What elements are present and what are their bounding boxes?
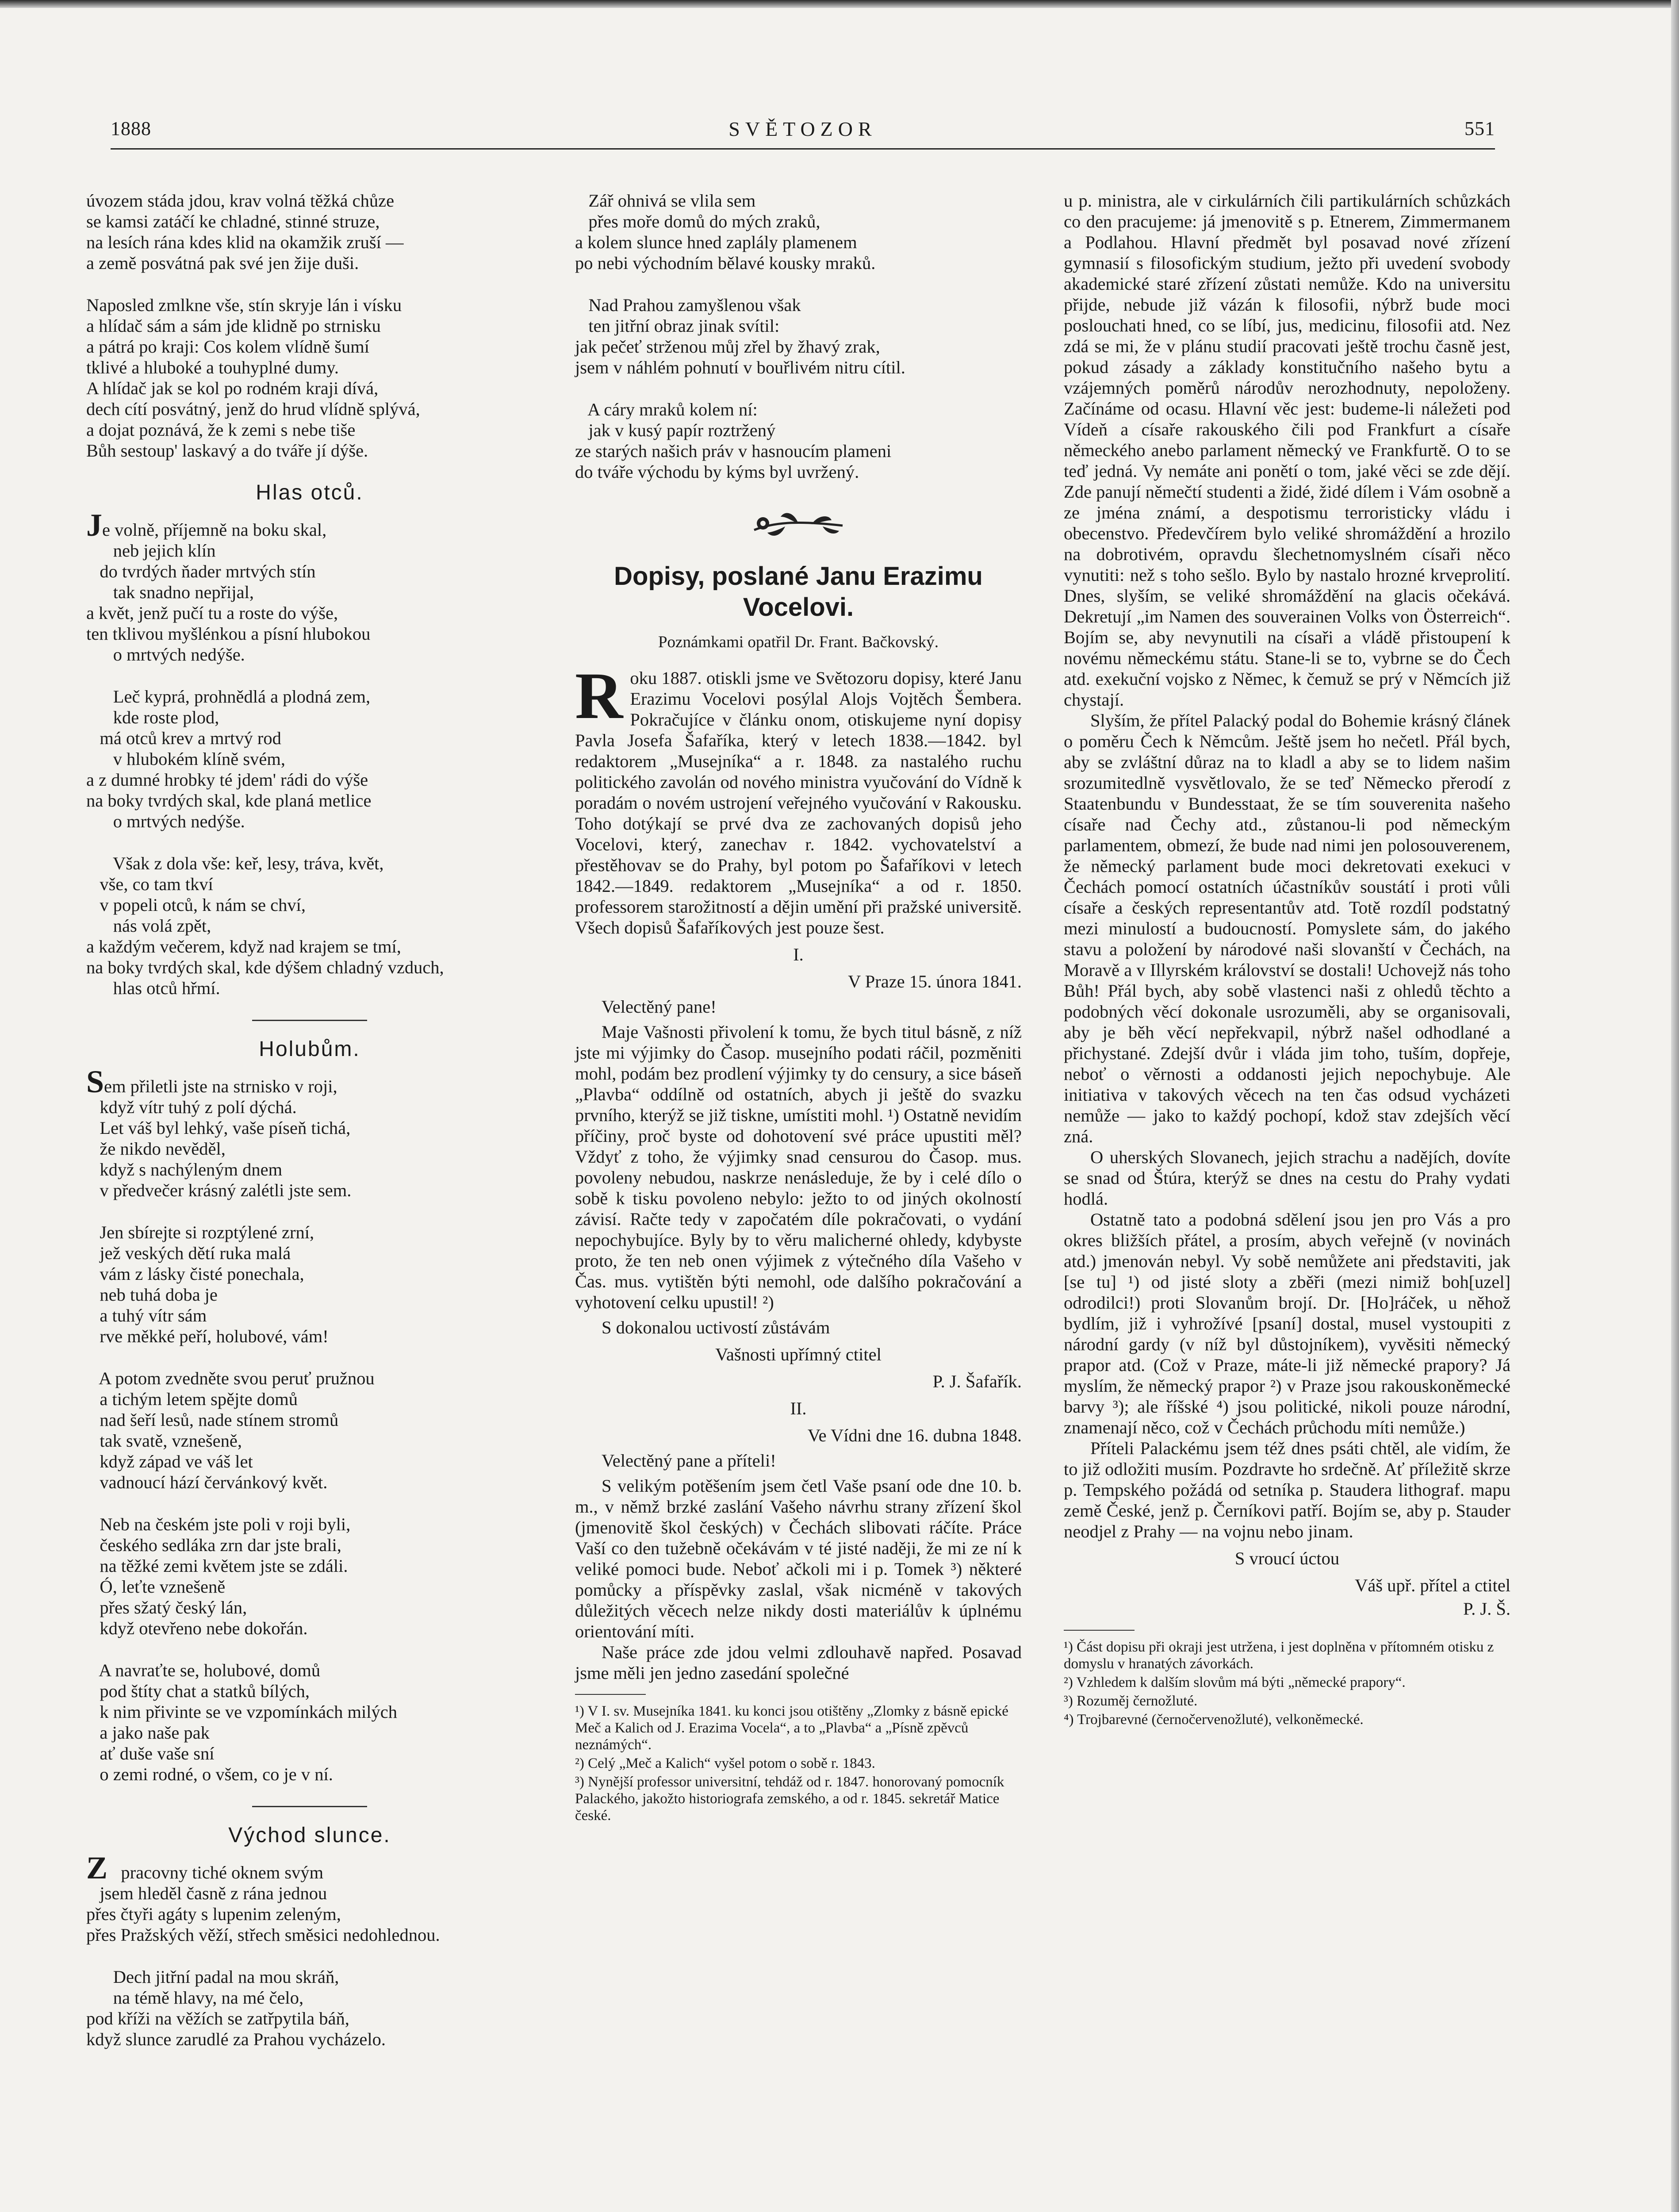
verse-line: přes moře domů do mých zraků,	[575, 211, 820, 231]
letter-closing: S dokonalou uctivostí zůstávám	[602, 1317, 830, 1337]
letter-date: V Praze 15. února 1841.	[848, 972, 1022, 991]
verse-line: hlas otců hřmí.	[86, 978, 220, 998]
page-number-right: 551	[1464, 118, 1495, 139]
verse-line: Neb na českém jste poli v roji byli,	[86, 1514, 351, 1534]
verse-line: jak v kusý papír roztržený	[575, 420, 776, 440]
poem2-stanza-1	[86, 1064, 533, 1201]
poem3-stanza-5	[575, 399, 1022, 482]
verse-line: A hlídač jak se kol po rodném kraji dívá,	[86, 378, 379, 398]
letter-body: O uherských Slovanech, jejich strachu a nadějích, dovíte se snad od Štúra, kterýž se dnes na cestu do Prahy vydati hodlá.	[1064, 1147, 1510, 1209]
verse-line: má otců krev a mrtvý rod	[86, 728, 281, 748]
verse-line: jež veských dětí ruka malá	[86, 1243, 291, 1263]
column-1	[86, 190, 533, 2071]
letter-date: Ve Vídni dne 16. dubna 1848.	[807, 1425, 1022, 1445]
verse-line: a z dumné hrobky té jdem' rádi do výše	[86, 770, 368, 790]
drop-cap: S	[86, 1064, 104, 1099]
verse-line: na boky tvrdých skal, kde dýšem chladný vzduch,	[86, 957, 444, 977]
letter-number: I.	[793, 945, 804, 964]
verse-line: že nikdo nevěděl,	[86, 1139, 226, 1159]
poem-title-hlas-otcu: Hlas otců.	[256, 481, 364, 504]
letter-body: S velikým potěšením jsem četl Vaše psaní ode dne 10. b. m., v němž brzké zaslání Vašeho návrhu strany zřízení škol (jmenovitě škol českých) v Čechách slibovati ráčíte. Práce Vaší co den tužebně očekávám v té jisté naději, že mi ze ní k veliké pomoci bude. Neboť ačkoli mi i p. Tomek ³) některé pomůcky a příspěvky zaslal, však nicméně v takových důležitých věcech nelze nikdy dosti materiálův k úplnému orientování míti.	[575, 1476, 1022, 1641]
verse-line: Naposled zmlkne vše, stín skryje lán i vísku	[86, 295, 402, 315]
verse-line: Ó, leťte vznešeně	[86, 1577, 226, 1597]
verse-line: a tichým letem spějte domů	[86, 1389, 298, 1409]
article-title: Dopisy, poslané Janu Erazimu Vocelovi.	[614, 562, 983, 622]
poem3-stanza-2	[86, 1966, 533, 2050]
verse-line: tklivé a hluboké a touhyplné dumy.	[86, 357, 339, 377]
verse-line: Nad Prahou zamyšlenou však	[575, 295, 801, 315]
poem2-stanza-3	[86, 1368, 533, 1493]
letter-number: II.	[790, 1398, 807, 1418]
journal-title: SVĚTOZOR	[728, 118, 877, 140]
poem-title-vychod-slunce: Východ slunce.	[228, 1824, 391, 1847]
verse-line: neb tuhá doba je	[86, 1285, 218, 1305]
verse-line: Jen sbírejte si rozptýlené zrní,	[86, 1222, 314, 1242]
section-divider	[252, 1020, 367, 1021]
verse-line: Let váš byl lehký, vaše píseň tichá,	[86, 1118, 351, 1138]
verse-line: jsem hleděl časně z rána jednou	[86, 1883, 327, 1903]
verse-line: vadnoucí hází červánkový květ.	[86, 1472, 328, 1492]
verse-line: na témě hlavy, na mé čelo,	[86, 1988, 304, 2008]
letter-body: Maje Vašnosti přivolení k tomu, že bych titul básně, z níž jste mi výjimky do Časop. musejního podati ráčil, pozměniti mohl, podám bez prodlení výjimky ty do censury, a sice báseň „Plavba“ oddílně od ostatních, abych ji ještě do svazku prvního, kterýž se již tiskne, umístiti mohl. ¹) Ostatně nevidím příčiny, proč byste od dohotovení své práce upustiti měl? Vždyť z toho, že výjimky snad censurou do Časop. mus. povoleny nebudou, naskrze nenásleduje, že by i celé dílo o sobě k tisku povoleno nebylo: ježto to od jiných okolností závisí. Račte tedy v započatém díle pokračovati, o vydání nepochybujíce. Byly by to věru malicherné ohledy, kdybyste proto, že ten neb onen výjimek z výtečného díla Vašeho v Čas. mus. vytištěn býti nemohl, ode dalšího pokračování a vyhotovení celku upustil! ²)	[575, 1022, 1022, 1312]
intro-stanza-2	[86, 295, 533, 461]
verse-line: ten tklivou myšlénkou a písní hlubokou	[86, 624, 371, 644]
verse-line: kde roste plod,	[86, 707, 219, 727]
poem2-stanza-4	[86, 1514, 533, 1639]
verse-line: když otevřeno nebe dokořán.	[86, 1618, 308, 1638]
intro-stanza-1	[86, 190, 533, 273]
verse-line: když vítr tuhý z polí dýchá.	[86, 1097, 297, 1117]
verse-line: o mrtvých nedýše.	[86, 645, 245, 664]
running-header	[111, 117, 1495, 144]
letter-body: Ostatně tato a podobná sdělení jsou jen pro Vás a pro okres bližších přátel, a prosím, abych veřejně (v novinách atd.) jmenován nebyl. Vy sobě nemůžete ani představiti, jak [se tu] ¹) od jisté sloty a zběři (mezi nimiž boh[uzel] odrodilci!) proti Slovanům brojí. Dr. [Ho]ráček, u něhož bydlím, již i vyhrožívé [psaní] dostal, musel vystoupiti z národní gardy (v níž byl důstojníkem), vyvěsiti německý prapor atd. (Což v Praze, máte-li již německé prapory? Já myslím, že německý prapor ²) v Praze jsou rakouskoněmecké barvy ³); ale říšské ⁴) jsou politické, nikoli pouze národní, znamenají něco, což v Čechách průchodu míti nemůže.)	[1064, 1210, 1510, 1437]
verse-line: a tuhý vítr sám	[86, 1306, 207, 1325]
verse-line: rve měkké peří, holubové, vám!	[86, 1326, 329, 1346]
verse-line: v předvečer krásný zalétli jste sem.	[86, 1180, 352, 1200]
poem3-stanza-1	[86, 1850, 533, 1945]
verse-line: Leč kyprá, prohnědlá a plodná zem,	[86, 687, 371, 707]
verse-line: e volně, příjemně na boku skal,	[102, 520, 327, 540]
verse-line: A cáry mraků kolem ní:	[575, 399, 758, 419]
top-edge-shadow	[0, 0, 1679, 8]
poem3-stanza-4	[575, 295, 1022, 378]
verse-line: Bůh sestoup' laskavý a do tváře jí dýše.	[86, 441, 368, 461]
binding-edge	[1671, 0, 1679, 2212]
poem1-stanza-1	[86, 507, 533, 665]
verse-line: do tváře východu by kýms byl uvržený.	[575, 462, 859, 482]
verse-line: o mrtvých nedýše.	[86, 811, 245, 831]
letter-salutation: Velectěný pane!	[602, 997, 717, 1017]
letter-body: Naše práce zde jdou velmi zdlouhavě napřed. Posavad jsme měli jen jedno zasedání společné	[575, 1642, 1022, 1683]
verse-line: A potom zvedněte svou peruť pružnou	[86, 1368, 375, 1388]
letter-salutation: Velectěný pane a příteli!	[602, 1451, 776, 1471]
footnote: ²) Celý „Meč a Kalich“ vyšel potom o sobě r. 1843.	[575, 1755, 875, 1771]
footnote-rule	[1064, 1630, 1135, 1631]
verse-line: tak svatě, vznešeně,	[86, 1431, 242, 1451]
verse-line: nás volá zpět,	[86, 916, 211, 936]
verse-line: Zář ohnivá se vlila sem	[575, 191, 756, 211]
poem1-stanza-3	[86, 853, 533, 998]
verse-line: o zemi rodné, o všem, co je v ní.	[86, 1764, 333, 1784]
verse-line: pod štíty chat a statků bílých,	[86, 1681, 310, 1701]
verse-line: pod kříži na věžích se zatřpytila báň,	[86, 2008, 349, 2028]
footnote: ¹) Část dopisu při okraji jest utržena, i jest doplněna v přítomném otisku z domyslu v hranatých závorkách.	[1064, 1639, 1494, 1672]
verse-line: em přiletli jste na strnisko v roji,	[104, 1076, 337, 1096]
verse-line: a pátrá po kraji: Cos kolem vlídně šumí	[86, 337, 370, 357]
verse-line: když západ ve váš let	[86, 1452, 253, 1471]
verse-line: k nim přivinte se ve vzpomínkách milých	[86, 1702, 397, 1722]
letter-closing: Váš upř. přítel a ctitel	[1354, 1575, 1510, 1595]
drop-cap: R	[575, 659, 623, 733]
verse-line: jak pečeť strženou můj zřel by žhavý zrak,	[575, 337, 880, 357]
column-3	[1064, 190, 1510, 1730]
footnote: ⁴) Trojbarevné (černočervenožluté), velkoněmecké.	[1064, 1712, 1364, 1728]
article-subtitle: Poznámkami opatřil Dr. Frant. Bačkovský.	[658, 633, 939, 651]
verse-line: na těžké zemi květem jste se zdáli.	[86, 1556, 348, 1576]
verse-line: a jako naše pak	[86, 1723, 210, 1743]
verse-line: přes čtyři agáty s lupenim zeleným,	[86, 1904, 341, 1924]
verse-line: a země posvátná pak své jen žije duši.	[86, 253, 359, 273]
verse-line: po nebi východním bělavé kousky mraků.	[575, 253, 876, 273]
verse-line: a dojat poznává, že k zemi s nebe tiše	[86, 420, 356, 440]
section-divider	[252, 1806, 367, 1807]
drop-cap: Z	[86, 1850, 108, 1886]
verse-line: a každým večerem, když nad krajem se tmí,	[86, 937, 401, 956]
intro-text: oku 1887. otiskli jsme ve Světozoru dopisy, které Janu Erazimu Vocelovi posýlal Alojs Vojtěch Šembera. Pokračujíce v článku onom, otiskujeme nyní dopisy Pavla Josefa Šafaříka, který v letech 1838.—1842. byl redaktorem „Musejníka“ a r. 1848. za nastalého ruchu politického zavolán od nového ministra vyučování do Vídně k poradám o novém ustrojení veřejného vyučování v Rakousku. Toho dotýkají se prvé dva ze zachovaných dopisů jeho Vocelovi, který, zanechav r. 1842. vychovatelství a přestěhovav se do Prahy, byl potom po Šafaříkovi v letech 1842.—1849. redaktorem „Musejníka“ a od r. 1850. professorem starožitností a dějin umění při pražské universitě. Všech dopisů Šafaříkových jest pouze šest.	[575, 668, 1022, 937]
letter-signature: P. J. Š.	[1463, 1599, 1510, 1619]
page-number-left: 1888	[111, 118, 151, 139]
letter-signature: P. J. Šafařík.	[932, 1371, 1022, 1391]
verse-line: do tvrdých ňader mrtvých stín	[86, 561, 316, 581]
verse-line: neb jejich klín	[86, 541, 216, 561]
verse-line: přes Pražských věží, střech směsici nedohlednou.	[86, 1925, 440, 1945]
verse-line: přes sžatý český lán,	[86, 1598, 247, 1617]
verse-line: nad šeří lesů, nade stínem stromů	[86, 1410, 339, 1430]
verse-line: vše, co tam tkví	[86, 874, 213, 894]
verse-line: v popeli otců, k nám se chví,	[86, 895, 306, 915]
verse-line: ať duše vaše sní	[86, 1743, 215, 1763]
letter-closing: Vašnosti upřímný ctitel	[715, 1344, 882, 1364]
article-intro	[575, 659, 1022, 938]
verse-line: A navraťte se, holubové, domů	[86, 1660, 321, 1680]
verse-line: českého sedláka zrn dar jste brali,	[86, 1535, 341, 1555]
letter-closing: S vroucí úctou	[1234, 1548, 1340, 1568]
letter-body: Slyším, že přítel Palacký podal do Bohemie krásný článek o poměru Čech k Němcům. Ještě jsem ho nečetl. Přál bych, aby se zvláštní důraz na to kladl a aby se to lidem našim srozumitedlně vysvětlovalo, že se teď Německo přerodí z Staatenbundu v Bundesstaat, že se tím souverenita našeho císaře nad Čechy atd., zůstanou-li pod německým parlamentem, obmezí, že bude nad nimi jen polosouverenem, že německý parlament bude moci dekretovati exekuci v Čechách pomocí ostatních účastníkův soustátí i proti vůli císaře a českých representantův atd. Totě rozdíl podstatný mezi minulostí a budoucností. Pomyslete sám, do jakého stavu a položení by národové naši slovanští v Čechách, na Moravě a v Illyrském království se dostali! Uchovejž nás toho Bůh! Přál bych, aby sobě vlastenci naši z ohledů těchto a podobných věcí dokonale usrozuměli, aby se organisovali, aby je běh věcí nepřekvapil, nýbrž našel odhodlané a přichystané. Zdejší dvůr i vláda jim toho, tuším, dopřeje, neboť o věrnosti a oddanosti jejich nepochybuje. Ale initiativa v takových věcech na ten čas odsud vycházeti nemůže — jako to každý pochopí, kdož stav zdejších věcí zná.	[1064, 710, 1510, 1146]
floral-ornament	[575, 503, 1022, 548]
poem3-stanza-3	[575, 190, 1022, 273]
verse-line: ten jitřní obraz jinak svítil:	[575, 316, 780, 336]
verse-line: v hlubokém klíně svém,	[86, 749, 285, 769]
verse-line: Dech jitřní padal na mou skráň,	[86, 1967, 339, 1987]
verse-line: tak snadno nepřijal,	[86, 582, 254, 602]
verse-line: ze starých našich práv v hasnoucím plameni	[575, 441, 892, 461]
footnote: ³) Rozuměj černožluté.	[1064, 1693, 1198, 1709]
verse-line: když s nachýleným dnem	[86, 1160, 283, 1179]
header-rule	[111, 148, 1495, 150]
flower-ornament-icon	[745, 503, 851, 543]
verse-line: na boky tvrdých skal, kde planá metlice	[86, 791, 372, 810]
poem-title-holubum: Holubům.	[259, 1037, 360, 1061]
poem1-stanza-2	[86, 686, 533, 832]
footnote-rule	[575, 1694, 646, 1695]
column-2	[575, 190, 1022, 1826]
verse-line: a hlídač sám a sám jde klidně po strnisku	[86, 316, 381, 336]
poem2-stanza-2	[86, 1222, 533, 1347]
footnote: ¹) V I. sv. Musejníka 1841. ku konci jsou otištěny „Zlomky z básně epické Meč a Kalich od J. Erazima Vocela“, a to „Plavba“ a „Písně zpěvců neznámých“.	[575, 1703, 1008, 1753]
verse-line: pracovny tiché oknem svým	[107, 1863, 324, 1882]
verse-line: když slunce zarudlé za Prahou vycházelo.	[86, 2029, 386, 2049]
poem2-stanza-5	[86, 1660, 533, 1785]
verse-line: úvozem stáda jdou, krav volná těžká chůze	[86, 191, 395, 211]
footnote: ²) Vzhledem k dalším slovům má býti „německé prapory“.	[1064, 1674, 1406, 1690]
verse-line: Však z dola vše: keř, lesy, tráva, květ,	[86, 853, 384, 873]
footnote: ³) Nynější professor universitní, tehdáž od r. 1847. honorovaný pomocník Palackého, jakožto historiografa zemského, a od r. 1845. sekretář Matice české.	[575, 1774, 1004, 1824]
letter-body: Příteli Palackému jsem též dnes psáti chtěl, ale vidím, že to již odložiti musím. Pozdravte ho srdečně. Ať příležitě skrze p. Tempského požádá od setníka p. Staudera lithograf. mapu země České, jenž p. Černíkovi patří. Bojím se, aby p. Stauder neodjel z Prahy — na vojnu nebo jinam.	[1064, 1438, 1510, 1541]
letter-body: u p. ministra, ale v cirkulárních čili partikulárních schůzkách co den pracujeme: já jmenovitě s p. Etnerem, Zimmermanem a Podlahou. Hlavní předmět byl posavad nové zřízení gymnasií s filosofickým studium, ježto při uvedení svobody akademické staré zřízení zůstati nemůže. Kdo na universitu přijde, nebude již vázán k filosofii, nýbrž bude moci poslouchati hned, co se líbí, jus, medicinu, filosofii atd. Nez zdá se mi, že v plánu studií pracovati ještě trochu časně jest, pokud zásady a základy konstitučního našeho bytu a vzájemných poměrů národův nerozhodnuty, nepoloženy. Začínáme od ocasu. Hlavní věc jest: budeme-li náležeti pod Vídeň a císaře rakouského čili pod Frankfurt a císaře německého anebo parlament německý ve Frankfurtě. O to se teď jedná. Vy nemáte ani ponětí o tom, jaké věci se zde dějí. Zde panují němečtí studenti a židé, židé dílem i Vám osobně a ze jména známí, a despotismu terroristicky vládu i obecenstvo. Předevčírem bylo veliké shromáždění a hrozilo na dobrotivém, opravdu šlechetnomyslném císaři něco vynutiti: než s toho sešlo. Bylo by nastalo hrozné krveprolití. Dnes, slyším, se veliké shromáždění na glacis očekává. Dekretují „im Namen des souverainen Volks von Österreich“. Bojím se, aby nevynutili na císaři a vládě přistoupení k novému německému státu. Stane-li se to, vybrne se do Čech atd. exekuční vojsko z Němec, k čemuž se prý v Němcích již chystají.	[1064, 191, 1510, 710]
verse-line: se kamsi zatáčí ke chladné, stinné struze,	[86, 211, 380, 231]
verse-line: a kolem slunce hned zaplály plamenem	[575, 232, 857, 252]
verse-line: dech cítí posvátný, jenž do hrud vlídně splývá,	[86, 399, 420, 419]
verse-line: a květ, jenž pučí tu a roste do výše,	[86, 603, 338, 623]
verse-line: na lesích rána kdes klid na okamžik zruší —	[86, 232, 404, 252]
verse-line: vám z lásky čisté ponechala,	[86, 1264, 304, 1284]
drop-cap: J	[86, 507, 102, 543]
verse-line: jsem v náhlém pohnutí v bouřlivém nitru cítil.	[575, 357, 905, 377]
